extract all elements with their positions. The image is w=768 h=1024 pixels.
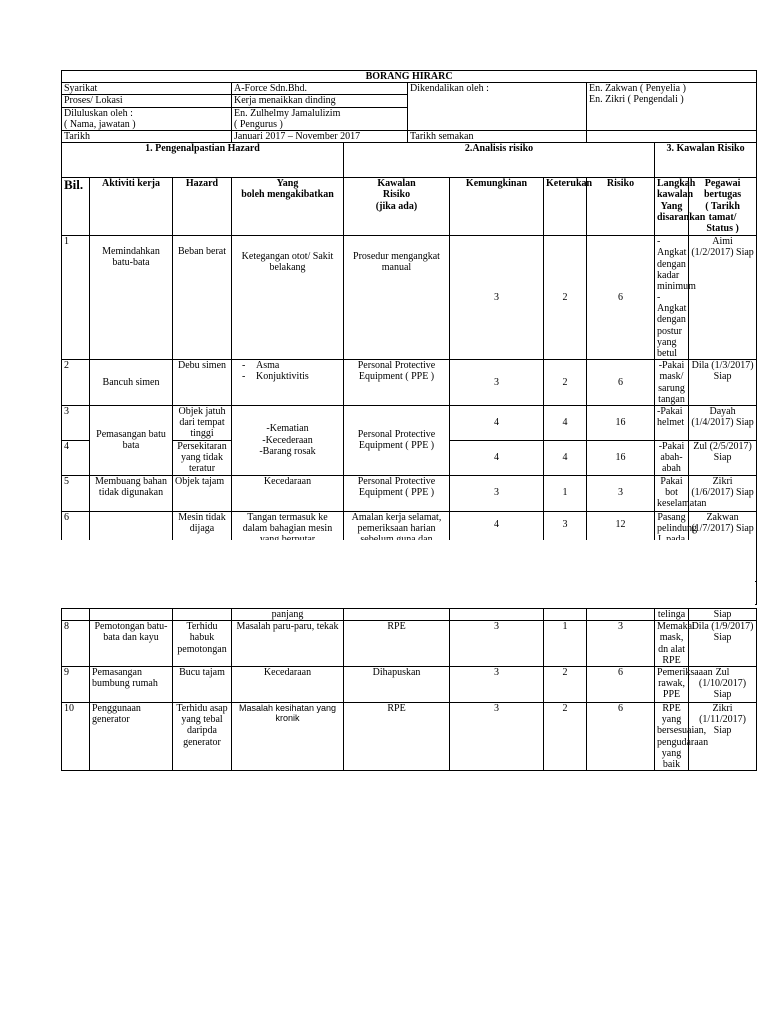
col-pegawai-line-3: ( Tarikh: [705, 200, 740, 212]
col-kawalan-line-2: Risiko: [382, 189, 411, 201]
tarikh-semakan-value: [587, 130, 757, 142]
col-kemungkinan: Kemungkinan: [450, 178, 544, 236]
row-langkah: [655, 236, 696, 360]
row-aktiviti: Pemasangan batu bata: [90, 405, 173, 475]
syarikat-label: Syarikat: [62, 83, 232, 95]
row-keterukan: 4: [544, 405, 587, 440]
row-langkah: RPE yang bersesuaian, pengudaraan yang baik: [655, 702, 689, 770]
col-kawalan-line-3: (jika ada): [375, 200, 418, 212]
row-risiko: [587, 609, 655, 621]
diluluskan-value-2: ( Pengurus ): [234, 118, 283, 130]
row-aktiviti: Membuang bahan tidak digunakan: [90, 475, 173, 511]
row-bil: 2: [62, 360, 90, 406]
row-bil: [62, 609, 90, 621]
row-kawalan: Prosedur mengangkat manual: [344, 236, 450, 360]
row-kemungkinan: 3: [450, 666, 544, 702]
row-risiko: 3: [587, 475, 655, 511]
row-kemungkinan: 4: [450, 405, 544, 440]
row-langkah: Pemeriksaaan rawak, PPE: [655, 666, 689, 702]
row-risiko: 6: [587, 666, 655, 702]
table-row: [62, 702, 757, 770]
row-akibat: Kecedaraan: [232, 475, 344, 511]
row-pegawai: Aimi (1/2/2017) Siap: [689, 236, 757, 360]
row-risiko: 3: [587, 621, 655, 667]
row-langkah-line-2: - Angkat dengan postur yang betul: [657, 292, 687, 359]
col-bil: Bil.: [62, 178, 90, 236]
row-langkah: Pasang pelindung: [655, 511, 689, 581]
row-pegawai: Zul (1/10/2017) Siap: [689, 666, 757, 702]
dikendalikan-value-1: En. Zakwan ( Penyelia ): [589, 83, 686, 95]
col-pegawai-line-2: bertugas: [703, 189, 742, 201]
row-akibat-item: - Konjuktivitis: [256, 371, 341, 382]
row-kemungkinan: [450, 609, 544, 621]
col-langkah-line-2: kawalan: [657, 189, 694, 201]
row-keterukan: [544, 609, 587, 621]
row-keterukan: 2: [544, 666, 587, 702]
row-bil: 10: [62, 702, 90, 770]
row-keterukan: 2: [544, 236, 587, 360]
table-row: [62, 609, 757, 621]
table-row: [62, 621, 757, 667]
row-aktiviti: [90, 609, 173, 621]
table-row: [62, 405, 757, 440]
hirarc-sheet-page-2: [61, 608, 755, 771]
row-keterukan: 1: [544, 475, 587, 511]
col-pegawai-line-1: Pegawai: [704, 178, 741, 190]
row-kemungkinan: 4: [450, 440, 544, 475]
row-bil: 4: [62, 440, 90, 475]
col-pegawai-line-5: Status ): [706, 222, 739, 234]
tarikh-label: Tarikh: [62, 130, 232, 142]
row-kawalan: [344, 609, 450, 621]
row-keterukan: 2: [544, 360, 587, 406]
row-hazard: Objek jatuh dari tempat tinggi: [173, 405, 232, 440]
row-kemungkinan: 3: [450, 702, 544, 770]
row-hazard: Beban berat: [173, 236, 232, 360]
col-pegawai-line-4: tamat/: [708, 211, 737, 223]
row-pegawai: Dayah (1/4/2017) Siap: [689, 405, 757, 440]
diluluskan-label: [62, 107, 232, 130]
row-kawalan: Amalan kerja selamat, pemeriksaan harian: [344, 511, 450, 581]
row-pegawai: Dila (1/9/2017) Siap: [689, 621, 757, 667]
col-pegawai: [689, 178, 757, 236]
col-hazard: Hazard: [173, 178, 232, 236]
dikendalikan-value: [587, 83, 757, 131]
row-akibat: Masalah kesihatan yang kronik: [232, 702, 344, 770]
table-row: [62, 475, 757, 511]
row-akibat-item: -Kematian: [266, 423, 309, 435]
section-risk-analysis: 2.Analisis risiko: [344, 143, 655, 178]
col-aktiviti: Aktiviti kerja: [90, 178, 173, 236]
row-akibat: Tangan termasuk ke dalam bahagian mesin: [232, 511, 344, 581]
row-pegawai: Zikri (1/6/2017) Siap: [689, 475, 757, 511]
row-kemungkinan: 4: [450, 511, 544, 581]
row-langkah: telinga: [655, 609, 689, 621]
hirarc-sheet-page-1: [61, 70, 755, 605]
dikendalikan-value-2: En. Zikri ( Pengendali ): [589, 94, 684, 106]
dikendalikan-label: Dikendalikan oleh :: [408, 83, 587, 131]
col-keterukan: Keterukan: [544, 178, 587, 236]
row-bil: 8: [62, 621, 90, 667]
col-langkah-line-3: Yang: [660, 200, 683, 212]
row-risiko: 6: [587, 702, 655, 770]
row-bil: 5: [62, 475, 90, 511]
diluluskan-value: [232, 107, 408, 130]
diluluskan-value-1: En. Zulhelmy Jamalulizim: [234, 107, 341, 119]
row-bil: 1: [62, 236, 90, 360]
row-risiko: 16: [587, 440, 655, 475]
row-kemungkinan: 3: [450, 360, 544, 406]
col-akibat-line-1: Yang: [276, 178, 299, 190]
row-bil: 3: [62, 405, 90, 440]
row-akibat-item: - Asma: [256, 360, 341, 371]
row-aktiviti: Bancuh simen: [90, 360, 173, 406]
row-kawalan: RPE: [344, 702, 450, 770]
row-langkah: -Pakai abah-abah: [655, 440, 689, 475]
table-row: [62, 360, 757, 406]
row-kawalan: Dihapuskan: [344, 666, 450, 702]
row-kawalan: RPE: [344, 621, 450, 667]
row-kemungkinan: 3: [450, 475, 544, 511]
hirarc-table-page-2: [61, 608, 757, 771]
row-keterukan: 4: [544, 440, 587, 475]
hirarc-table-page-1: [61, 70, 757, 605]
row-risiko: 12: [587, 511, 655, 581]
row-hazard: Debu simen: [173, 360, 232, 406]
col-kawalan: [344, 178, 450, 236]
row-risiko: 6: [587, 236, 655, 360]
row-bil: 6: [62, 511, 90, 581]
row-akibat: Masalah paru-paru, tekak: [232, 621, 344, 667]
row-aktiviti: Pemotongan batu-bata dan kayu: [90, 621, 173, 667]
row-kawalan: Personal Protective Equipment ( PPE ): [344, 405, 450, 475]
row-hazard: Mesin tidak dijaga: [173, 511, 232, 581]
row-langkah-line-1: -Angkat dengan kadar minimum: [657, 236, 696, 292]
row-bil: 9: [62, 666, 90, 702]
row-pegawai: Siap: [689, 609, 757, 621]
row-akibat: Kecedaraan: [232, 666, 344, 702]
row-aktiviti: Pemasangan bumbung rumah: [90, 666, 173, 702]
proses-label: Proses/ Lokasi: [62, 95, 232, 107]
diluluskan-label-2: ( Nama, jawatan ): [64, 118, 136, 130]
row-keterukan: 1: [544, 621, 587, 667]
col-langkah-line-1: Langkah: [657, 178, 696, 190]
row-akibat-item: -Kecederaan: [262, 434, 313, 446]
syarikat-value: A-Force Sdn.Bhd.: [232, 83, 408, 95]
col-akibat-line-2: boleh mengakibatkan: [241, 189, 334, 201]
table-row: [62, 666, 757, 702]
row-risiko: 6: [587, 360, 655, 406]
row-aktiviti: Memindahkan batu-bata: [90, 236, 173, 360]
row-hazard: [173, 609, 232, 621]
col-akibat: [232, 178, 344, 236]
tarikh-semakan-label: Tarikh semakan: [408, 130, 587, 142]
diluluskan-label-1: Diluluskan oleh :: [64, 107, 133, 119]
row-pegawai: Dila (1/3/2017) Siap: [689, 360, 757, 406]
row-langkah: Pakai bot keselamatan: [655, 475, 689, 511]
row-langkah: Memakai mask, dn alat RPE: [655, 621, 689, 667]
row-langkah: -Pakai helmet: [655, 405, 689, 440]
proses-value: Kerja menaikkan dinding: [232, 95, 408, 107]
row-langkah: -Pakai mask/ sarung tangan: [655, 360, 689, 406]
row-akibat: [232, 405, 344, 475]
row-keterukan: 2: [544, 702, 587, 770]
row-risiko: 16: [587, 405, 655, 440]
row-hazard: Terhidu asap yang tebal daripda generator: [173, 702, 232, 770]
col-langkah: [655, 178, 706, 236]
section-hazard-identification: 1. Pengenalpastian Hazard: [62, 143, 344, 178]
row-akibat: panjang: [232, 609, 344, 621]
row-hazard: Persekitaran yang tidak teratur: [173, 440, 232, 475]
row-aktiviti: Penggunaan generator: [90, 702, 173, 770]
row-kawalan: Personal Protective Equipment ( PPE ): [344, 360, 450, 406]
form-title: BORANG HIRARC: [62, 71, 757, 83]
col-langkah-line-4: disarankan: [657, 211, 706, 223]
col-kawalan-line-1: Kawalan: [377, 178, 416, 190]
row-akibat-item: -Barang rosak: [259, 445, 316, 457]
section-risk-control: 3. Kawalan Risiko: [655, 143, 757, 178]
row-akibat: [232, 360, 344, 406]
row-kawalan: Personal Protective Equipment ( PPE ): [344, 475, 450, 511]
page-break-gap: [61, 540, 755, 608]
row-akibat: Ketegangan otot/ Sakit belakang: [232, 236, 344, 360]
row-pegawai: Zul (2/5/2017) Siap: [689, 440, 757, 475]
row-kemungkinan: 3: [450, 621, 544, 667]
col-risiko: Risiko: [587, 178, 655, 236]
row-hazard: Bucu tajam: [173, 666, 232, 702]
row-keterukan: 3: [544, 511, 587, 581]
table-row: [62, 236, 757, 360]
row-kemungkinan: 3: [450, 236, 544, 360]
row-hazard: Terhidu habuk pemotongan: [173, 621, 232, 667]
row-pegawai: Zikri (1/11/2017) Siap: [689, 702, 757, 770]
row-pegawai: Zakwan (1/7/2017) Siap: [689, 511, 757, 581]
tarikh-value: Januari 2017 – November 2017: [232, 130, 408, 142]
row-hazard: Objek tajam: [173, 475, 232, 511]
